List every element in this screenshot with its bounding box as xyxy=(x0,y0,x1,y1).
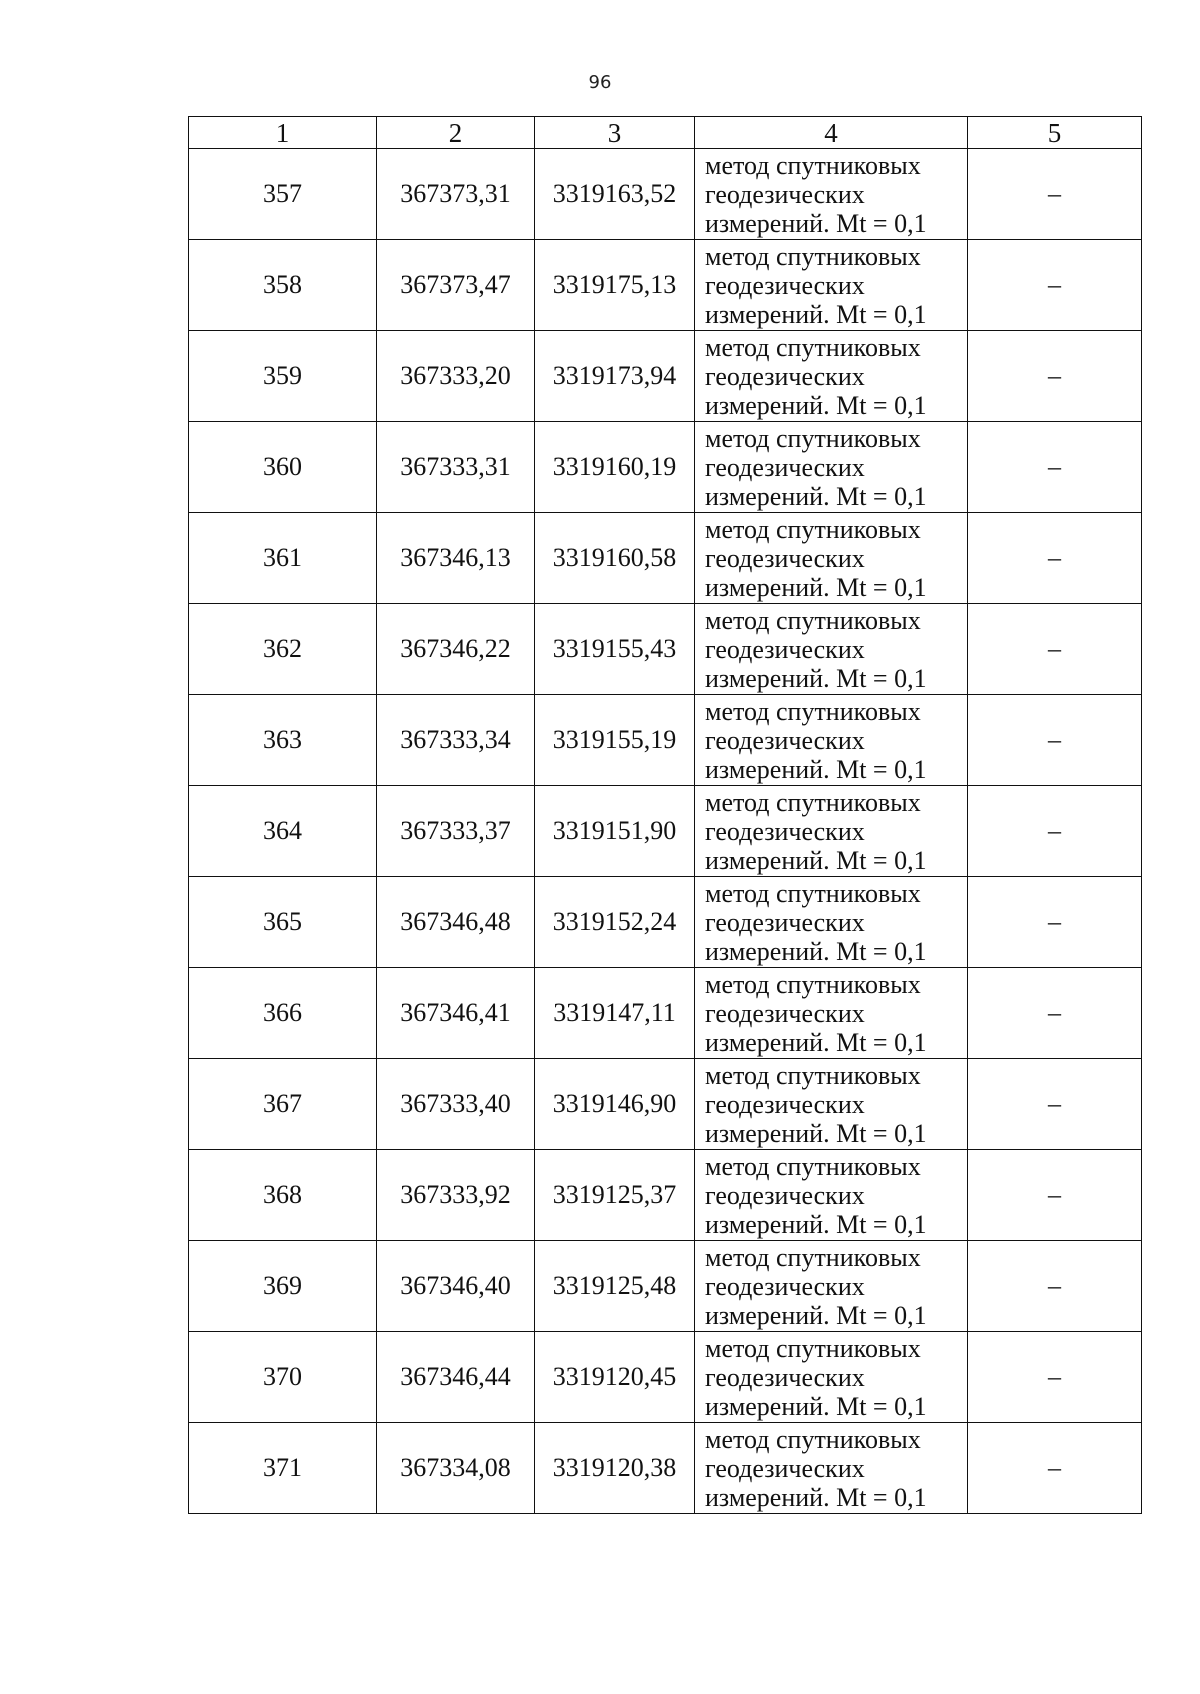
method-cell xyxy=(695,786,968,877)
method-text-line: измерений. Mt = 0,1 xyxy=(705,936,927,966)
method-text-line: измерений. Mt = 0,1 xyxy=(705,481,927,511)
y-coordinate-cell: 3319151,90 xyxy=(535,786,695,877)
point-number-cell: 371 xyxy=(189,1423,377,1514)
method-text-line: метод спутниковых xyxy=(705,1333,921,1363)
table-body xyxy=(189,149,1142,1514)
x-coordinate-cell: 367334,08 xyxy=(377,1423,535,1514)
y-coordinate-cell: 3319175,13 xyxy=(535,240,695,331)
method-text-line: геодезических xyxy=(705,907,865,937)
y-coordinate-cell: 3319120,45 xyxy=(535,1332,695,1423)
table-row xyxy=(189,786,1142,877)
x-coordinate-cell: 367346,48 xyxy=(377,877,535,968)
method-text-line: геодезических xyxy=(705,816,865,846)
x-coordinate-cell: 367346,44 xyxy=(377,1332,535,1423)
method-cell xyxy=(695,1423,968,1514)
method-text-line: измерений. Mt = 0,1 xyxy=(705,572,927,602)
method-cell xyxy=(695,422,968,513)
table-row xyxy=(189,331,1142,422)
method-text-line: геодезических xyxy=(705,543,865,573)
point-number-cell: 357 xyxy=(189,149,377,240)
method-text-line: геодезических xyxy=(705,998,865,1028)
method-text-line: геодезических xyxy=(705,725,865,755)
note-cell: – xyxy=(968,1423,1142,1514)
method-text-line: измерений. Mt = 0,1 xyxy=(705,1027,927,1057)
method-text-line: метод спутниковых xyxy=(705,787,921,817)
note-cell: – xyxy=(968,604,1142,695)
method-cell xyxy=(695,240,968,331)
method-text-line: метод спутниковых xyxy=(705,1424,921,1454)
point-number-cell: 363 xyxy=(189,695,377,786)
table-header xyxy=(189,117,1142,149)
table-row xyxy=(189,240,1142,331)
table-row xyxy=(189,422,1142,513)
x-coordinate-cell: 367333,34 xyxy=(377,695,535,786)
note-cell: – xyxy=(968,513,1142,604)
point-number-cell: 370 xyxy=(189,1332,377,1423)
method-text-line: измерений. Mt = 0,1 xyxy=(705,208,927,238)
point-number-cell: 368 xyxy=(189,1150,377,1241)
table-row xyxy=(189,149,1142,240)
method-cell xyxy=(695,513,968,604)
note-cell: – xyxy=(968,331,1142,422)
x-coordinate-cell: 367373,47 xyxy=(377,240,535,331)
method-text-line: геодезических xyxy=(705,634,865,664)
table-row xyxy=(189,604,1142,695)
method-text-line: измерений. Mt = 0,1 xyxy=(705,1391,927,1421)
y-coordinate-cell: 3319125,48 xyxy=(535,1241,695,1332)
method-cell xyxy=(695,331,968,422)
method-text-line: измерений. Mt = 0,1 xyxy=(705,390,927,420)
y-coordinate-cell: 3319160,19 xyxy=(535,422,695,513)
method-text-line: метод спутниковых xyxy=(705,1060,921,1090)
column-header-3: 3 xyxy=(535,117,695,149)
column-header-1: 1 xyxy=(189,117,377,149)
x-coordinate-cell: 367333,92 xyxy=(377,1150,535,1241)
note-cell: – xyxy=(968,149,1142,240)
point-number-cell: 365 xyxy=(189,877,377,968)
method-text-line: измерений. Mt = 0,1 xyxy=(705,1118,927,1148)
method-text-line: метод спутниковых xyxy=(705,1151,921,1181)
y-coordinate-cell: 3319125,37 xyxy=(535,1150,695,1241)
coordinates-table xyxy=(188,116,1142,1514)
method-text-line: измерений. Mt = 0,1 xyxy=(705,299,927,329)
method-text-line: геодезических xyxy=(705,361,865,391)
method-text-line: геодезических xyxy=(705,1362,865,1392)
point-number-cell: 369 xyxy=(189,1241,377,1332)
note-cell: – xyxy=(968,786,1142,877)
method-text-line: геодезических xyxy=(705,1089,865,1119)
y-coordinate-cell: 3319155,19 xyxy=(535,695,695,786)
method-text-line: метод спутниковых xyxy=(705,150,921,180)
table-row xyxy=(189,877,1142,968)
method-cell xyxy=(695,1241,968,1332)
y-coordinate-cell: 3319146,90 xyxy=(535,1059,695,1150)
method-text-line: метод спутниковых xyxy=(705,241,921,271)
table-row xyxy=(189,1332,1142,1423)
note-cell: – xyxy=(968,422,1142,513)
method-text-line: измерений. Mt = 0,1 xyxy=(705,754,927,784)
method-text-line: измерений. Mt = 0,1 xyxy=(705,1482,927,1512)
note-cell: – xyxy=(968,240,1142,331)
note-cell: – xyxy=(968,1332,1142,1423)
point-number-cell: 360 xyxy=(189,422,377,513)
note-cell: – xyxy=(968,877,1142,968)
method-text-line: измерений. Mt = 0,1 xyxy=(705,1209,927,1239)
note-cell: – xyxy=(968,695,1142,786)
method-cell xyxy=(695,695,968,786)
y-coordinate-cell: 3319120,38 xyxy=(535,1423,695,1514)
table-row xyxy=(189,1150,1142,1241)
method-text-line: геодезических xyxy=(705,179,865,209)
method-text-line: геодезических xyxy=(705,270,865,300)
method-text-line: геодезических xyxy=(705,1271,865,1301)
header-row xyxy=(189,117,1142,149)
table-row xyxy=(189,513,1142,604)
y-coordinate-cell: 3319147,11 xyxy=(535,968,695,1059)
x-coordinate-cell: 367346,40 xyxy=(377,1241,535,1332)
point-number-cell: 366 xyxy=(189,968,377,1059)
y-coordinate-cell: 3319152,24 xyxy=(535,877,695,968)
x-coordinate-cell: 367346,13 xyxy=(377,513,535,604)
method-cell xyxy=(695,1332,968,1423)
point-number-cell: 364 xyxy=(189,786,377,877)
method-cell xyxy=(695,604,968,695)
page-number: 96 xyxy=(588,72,612,93)
method-text-line: геодезических xyxy=(705,1180,865,1210)
method-text-line: метод спутниковых xyxy=(705,514,921,544)
table-row xyxy=(189,695,1142,786)
method-text-line: измерений. Mt = 0,1 xyxy=(705,845,927,875)
method-cell xyxy=(695,149,968,240)
y-coordinate-cell: 3319163,52 xyxy=(535,149,695,240)
point-number-cell: 367 xyxy=(189,1059,377,1150)
x-coordinate-cell: 367333,40 xyxy=(377,1059,535,1150)
x-coordinate-cell: 367346,22 xyxy=(377,604,535,695)
method-cell xyxy=(695,877,968,968)
column-header-2: 2 xyxy=(377,117,535,149)
method-text-line: метод спутниковых xyxy=(705,969,921,999)
note-cell: – xyxy=(968,968,1142,1059)
note-cell: – xyxy=(968,1150,1142,1241)
method-cell xyxy=(695,968,968,1059)
point-number-cell: 362 xyxy=(189,604,377,695)
method-cell xyxy=(695,1059,968,1150)
method-text-line: метод спутниковых xyxy=(705,423,921,453)
method-text-line: метод спутниковых xyxy=(705,696,921,726)
x-coordinate-cell: 367333,37 xyxy=(377,786,535,877)
method-text-line: метод спутниковых xyxy=(705,1242,921,1272)
y-coordinate-cell: 3319155,43 xyxy=(535,604,695,695)
column-header-5: 5 xyxy=(968,117,1142,149)
point-number-cell: 359 xyxy=(189,331,377,422)
method-text-line: метод спутниковых xyxy=(705,878,921,908)
x-coordinate-cell: 367373,31 xyxy=(377,149,535,240)
point-number-cell: 361 xyxy=(189,513,377,604)
method-text-line: метод спутниковых xyxy=(705,332,921,362)
point-number-cell: 358 xyxy=(189,240,377,331)
table-row xyxy=(189,1059,1142,1150)
column-header-4: 4 xyxy=(695,117,968,149)
note-cell: – xyxy=(968,1241,1142,1332)
x-coordinate-cell: 367333,31 xyxy=(377,422,535,513)
x-coordinate-cell: 367333,20 xyxy=(377,331,535,422)
y-coordinate-cell: 3319160,58 xyxy=(535,513,695,604)
table-row xyxy=(189,1423,1142,1514)
method-text-line: измерений. Mt = 0,1 xyxy=(705,1300,927,1330)
note-cell: – xyxy=(968,1059,1142,1150)
table-row xyxy=(189,1241,1142,1332)
x-coordinate-cell: 367346,41 xyxy=(377,968,535,1059)
table-row xyxy=(189,968,1142,1059)
method-text-line: геодезических xyxy=(705,452,865,482)
y-coordinate-cell: 3319173,94 xyxy=(535,331,695,422)
method-text-line: измерений. Mt = 0,1 xyxy=(705,663,927,693)
method-text-line: метод спутниковых xyxy=(705,605,921,635)
method-cell xyxy=(695,1150,968,1241)
method-text-line: геодезических xyxy=(705,1453,865,1483)
